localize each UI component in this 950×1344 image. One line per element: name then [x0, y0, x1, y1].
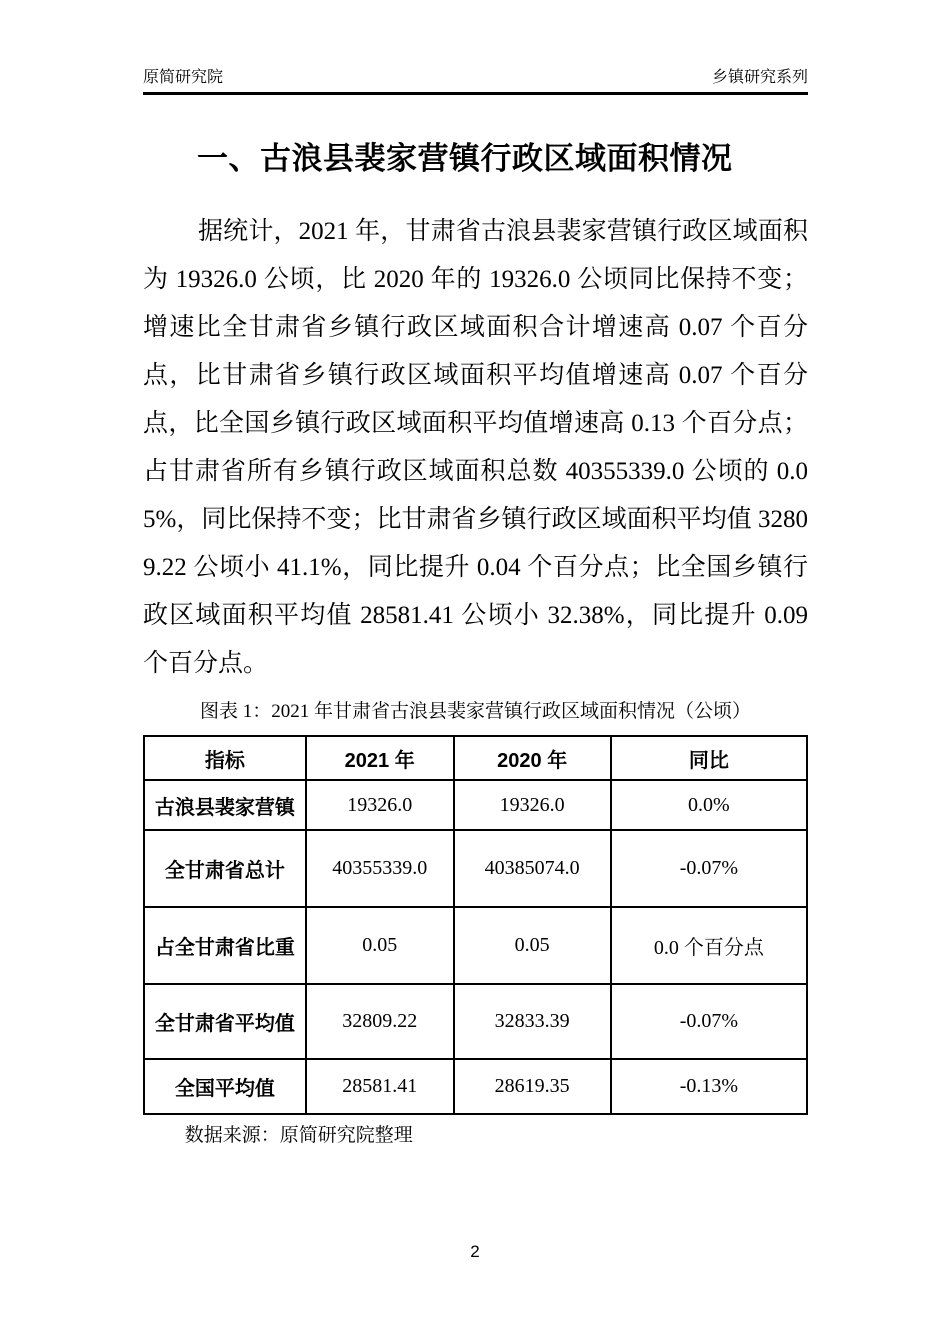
row-label: 全甘肃省总计: [144, 830, 306, 907]
row-value-yoy: 0.0 个百分点: [611, 907, 807, 984]
column-header-2021: 2021 年: [306, 736, 454, 780]
table-row: [144, 1059, 807, 1114]
row-value-v2021: 40355339.0: [306, 830, 454, 907]
data-source-note: 数据来源：原简研究院整理: [184, 1125, 413, 1146]
data-table: [143, 735, 808, 1115]
running-header: [143, 64, 808, 95]
row-value-v2020: 28619.35: [454, 1059, 611, 1114]
row-value-v2020: 32833.39: [454, 984, 611, 1059]
row-value-yoy: 0.0%: [611, 780, 807, 830]
row-value-yoy: -0.13%: [611, 1059, 807, 1114]
body-paragraph: 据统计，2021 年，甘肃省古浪县裴家营镇行政区域面积为 19326.0 公顷，比 2020 年的 19326.0 公顷同比保持不变；增速比全甘肃省乡镇行政区域面积合计增速高 0.07 个百分点，比甘肃省乡镇行政区域面积平均值增速高 0.07 个百分点，比全国乡镇行政区域面积平均值增速高 0.13 个百分点；占甘肃省所有乡镇行政区域面积总数 40355339.0 公顷的 0.05%，同比保持不变；比甘肃省乡镇行政区域面积平均值 32809.22 公顷小 41.1%，同比提升 0.04 个百分点；比全国乡镇行政区域面积平均值 28581.41 公顷小 32.38%，同比提升 0.09 个百分点。: [143, 218, 808, 677]
page-number: 2: [470, 1242, 480, 1261]
table-row: [144, 907, 807, 984]
table-row: [144, 984, 807, 1059]
main-content: [143, 138, 808, 1150]
page-title: 一、古浪县裴家营镇行政区域面积情况: [197, 141, 733, 176]
row-value-v2021: 19326.0: [306, 780, 454, 830]
row-label: 占全甘肃省比重: [144, 907, 306, 984]
header-left-text: 原简研究院: [143, 69, 224, 86]
table-caption: 图表 1：2021 年甘肃省古浪县裴家营镇行政区域面积情况（公顷）: [199, 701, 751, 722]
row-label: 全国平均值: [144, 1059, 306, 1114]
row-value-yoy: -0.07%: [611, 984, 807, 1059]
table-header: [144, 736, 807, 780]
column-header-yoy: 同比: [611, 736, 807, 780]
row-value-v2020: 19326.0: [454, 780, 611, 830]
row-label: 全甘肃省平均值: [144, 984, 306, 1059]
row-value-v2020: 40385074.0: [454, 830, 611, 907]
table-body: [144, 780, 807, 1114]
column-header-indicator: 指标: [144, 736, 306, 780]
row-value-v2021: 0.05: [306, 907, 454, 984]
header-right-text: 乡镇研究系列: [711, 69, 808, 86]
column-header-2020: 2020 年: [454, 736, 611, 780]
table-row: [144, 780, 807, 830]
table-row: [144, 830, 807, 907]
table-header-row: [144, 736, 807, 780]
row-value-v2021: 28581.41: [306, 1059, 454, 1114]
row-value-yoy: -0.07%: [611, 830, 807, 907]
row-value-v2021: 32809.22: [306, 984, 454, 1059]
row-value-v2020: 0.05: [454, 907, 611, 984]
row-label: 古浪县裴家营镇: [144, 780, 306, 830]
